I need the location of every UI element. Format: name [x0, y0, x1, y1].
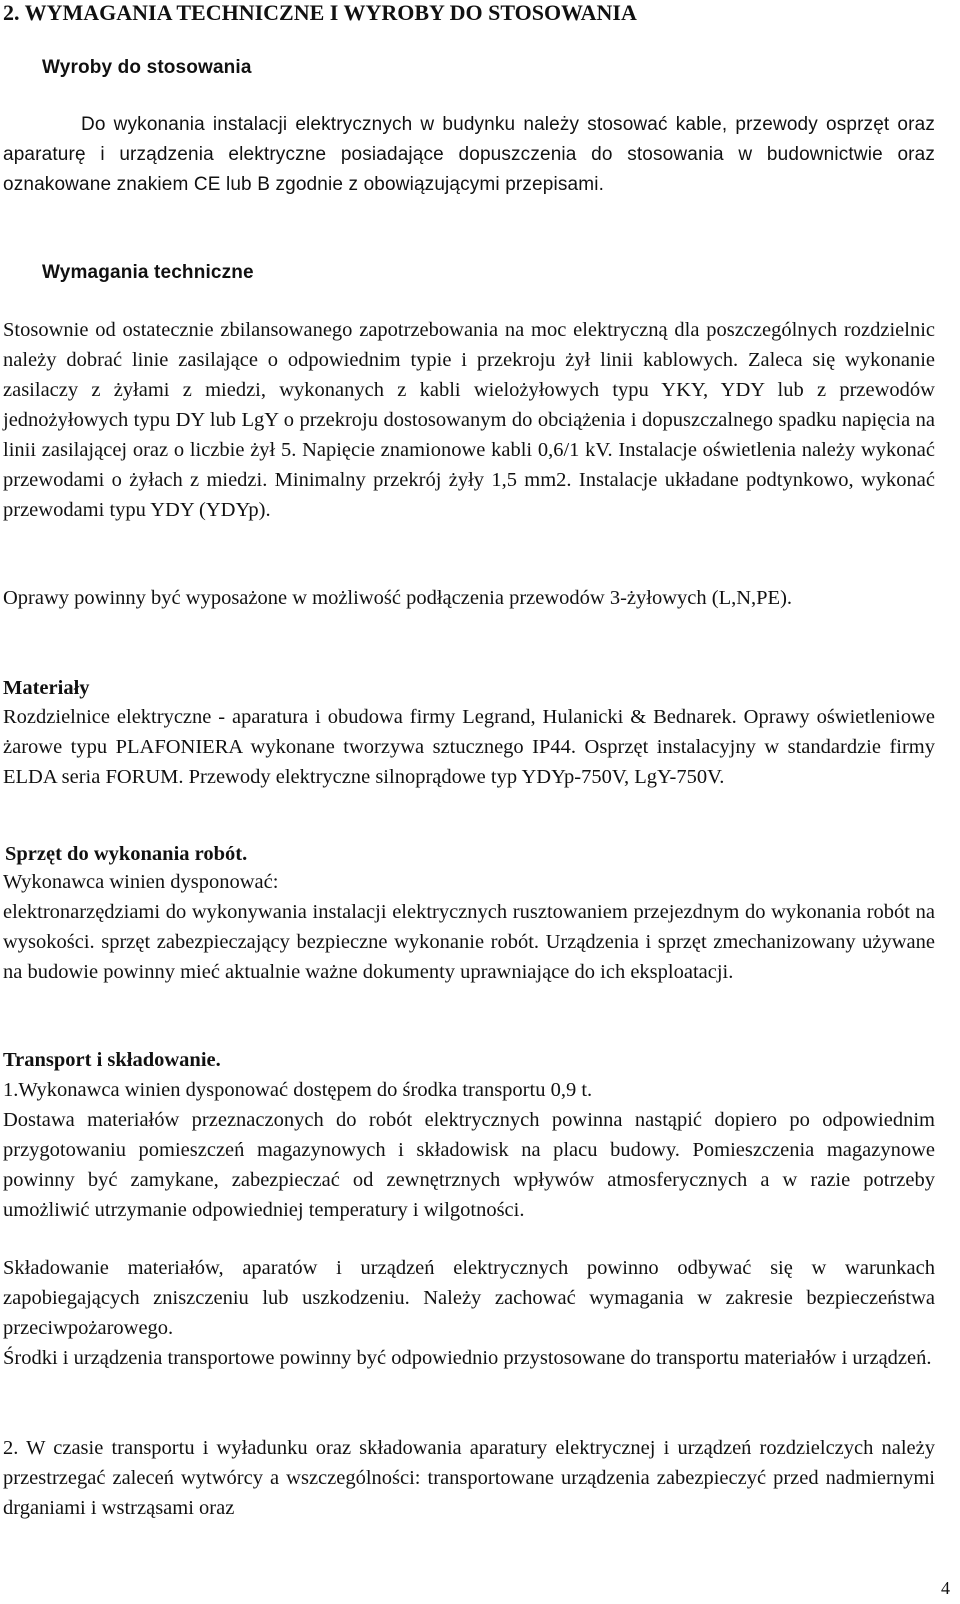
section-title: 2. WYMAGANIA TECHNICZNE I WYROBY DO STOSOWANIA: [3, 0, 637, 25]
paragraph-wyroby: Do wykonania instalacji elektrycznych w budynku należy stosować kable, przewody osprzęt oraz aparaturę i urządzenia elektryczne posiadające dopuszczenia do stosowania w budownictwie oraz oznakowane znakiem CE lub B zgodnie z obowiązującymi przepisami.: [3, 114, 935, 195]
paragraph-transport-2: Dostawa materiałów przeznaczonych do robót elektrycznych powinna nastąpić dopiero po odpowiednim przygotowaniu pomieszczeń magazynowych i składowisk na placu budowy. Pomieszczenia magazynowe powinny być zamykane, zabezpieczać od zewnętrznych wpływów atmosferycznych a w razie potrzeby umożliwić utrzymanie odpowiedniej temperatury i wilgotności.: [3, 1109, 935, 1221]
heading-sprzet: Sprzęt do wykonania robót.: [5, 843, 248, 865]
paragraph-wymagania: [3, 315, 935, 525]
paragraph-sprzet: elektronarzędziami do wykonywania instalacji elektrycznych rusztowaniem przejezdnym do wykonania robót na wysokości. sprzęt zabezpieczający bezpieczne wykonanie robót. Urządzenia i sprzęt zmechanizowany używane na budowie powinny mieć aktualnie ważne dokumenty uprawniające do ich eksploatacji.: [3, 901, 935, 983]
paragraph-transport-4: Środki i urządzenia transportowe powinny być odpowiednio przystosowane do transportu materiałów i urządzeń.: [3, 1347, 932, 1369]
paragraph-materialy: Rozdzielnice elektryczne - aparatura i obudowa firmy Legrand, Hulanicki & Bednarek. Oprawy oświetleniowe żarowe typu PLAFONIERA wykonane tworzywa sztucznego IP44. Osprzęt instalacyjny w standardzie firmy ELDA seria FORUM. Przewody elektryczne silnoprądowe typ YDYp-750V, LgY-750V.: [3, 706, 935, 788]
heading-wyroby: Wyroby do stosowania: [42, 57, 252, 78]
page-number: 4: [941, 1578, 950, 1598]
paragraph-sprzet-intro: Wykonawca winien dysponować:: [3, 871, 279, 893]
heading-wymagania: Wymagania techniczne: [42, 262, 254, 283]
paragraph-transport-5: 2. W czasie transportu i wyładunku oraz składowania aparatury elektrycznej i urządzeń rozdzielczych należy przestrzegać zaleceń wytwórcy a wszczególności: transportowane urządzenia zabezpieczyć przed nadmiernymi drganiami i wstrząsami oraz: [3, 1437, 935, 1519]
paragraph-transport-1: 1.Wykonawca winien dysponować dostępem do środka transportu 0,9 t.: [3, 1079, 593, 1101]
heading-materialy: Materiały: [3, 677, 90, 699]
wymagania-part-1: Stosownie od ostatecznie zbilansowanego zapotrzebowania na moc elektryczną dla poszczególnych rozdzielnic należy dobrać linie zasilające o odpowiednim typie i przekroju żył linii kablowych.: [3, 319, 935, 371]
heading-transport: Transport i składowanie.: [3, 1049, 221, 1071]
paragraph-oprawy: Oprawy powinny być wyposażone w możliwość podłączenia przewodów 3-żyłowych (L,N,PE).: [3, 587, 793, 609]
wymagania-part-2: Zaleca się wykonanie zasilaczy z żyłami z miedzi, wykonanych z kabli wielożyłowych typu YKY, YDY lub z przewodów jednożyłowych typu DY lub LgY o przekroju dostosowanym do obciążenia i dopuszczalnego spadku napięcia na linii zasilającej oraz o liczbie żył 5. Napięcie znamionowe kabli 0,6/1 kV. Instalacje oświetlenia należy wykonać przewodami o żyłach z miedzi. Minimalny przekrój żyły 1,5 mm2. Instalacje układane podtynkowo, wykonać przewodami typu YDY (YDYp).: [3, 349, 935, 521]
paragraph-transport-3: Składowanie materiałów, aparatów i urządzeń elektrycznych powinno odbywać się w warunkach zapobiegających zniszczeniu lub uszkodzeniu. Należy zachować wymagania w zakresie bezpieczeństwa przeciwpożarowego.: [3, 1257, 935, 1339]
